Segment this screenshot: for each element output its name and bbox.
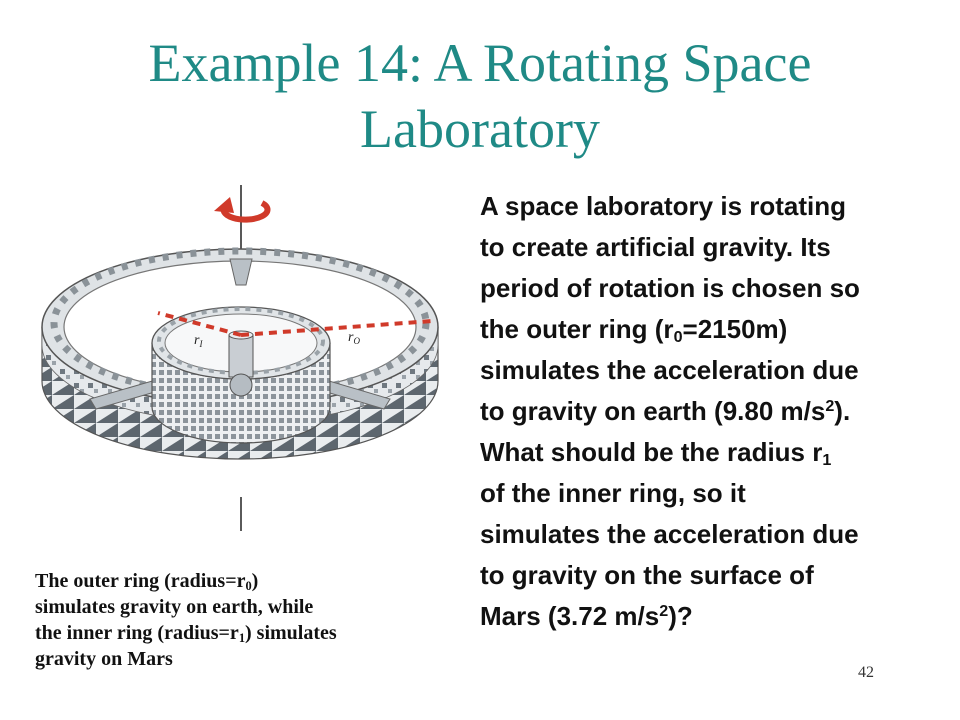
slide-title-line-1: Example 14: A Rotating Space bbox=[148, 33, 812, 93]
outer-radius-label: $r_O$ bbox=[348, 330, 360, 346]
caption-sub-1: 1 bbox=[238, 631, 246, 646]
problem-sup-mars: 2 bbox=[659, 602, 669, 621]
slide-title-line-2: Laboratory bbox=[360, 99, 600, 159]
problem-text-4: of the inner ring, so it simulates the acceleration due to gravity on the surface of Mars (3.72 m/s bbox=[480, 478, 859, 631]
caption-text-3: ) simulates gravity on Mars bbox=[35, 622, 337, 670]
figure-caption bbox=[35, 568, 455, 672]
problem-text-3: ). What should be the radius r bbox=[480, 396, 851, 467]
inner-radius-label: $r_I$ bbox=[194, 333, 203, 349]
caption-sub-0: 0 bbox=[245, 579, 252, 594]
problem-text-5: )? bbox=[668, 601, 693, 631]
problem-statement bbox=[480, 186, 940, 637]
problem-sub-1: 1 bbox=[822, 451, 832, 470]
problem-sup-earth: 2 bbox=[825, 397, 835, 416]
caption-text-2: ) simulates gravity on earth, while the inner ring (radius=r bbox=[35, 570, 314, 644]
problem-sub-0: 0 bbox=[673, 328, 683, 347]
space-station-illustration bbox=[30, 185, 450, 535]
slide-title bbox=[0, 30, 960, 162]
problem-text-1: A space laboratory is rotating to create artificial gravity. Its period of rotation is chosen so the outer ring (r bbox=[480, 191, 860, 344]
caption-text-1: The outer ring (radius=r bbox=[35, 570, 246, 592]
space-station-figure bbox=[30, 185, 450, 535]
page-number: 42 bbox=[858, 664, 874, 681]
problem-text-2: =2150m) simulates the acceleration due to gravity on earth (9.80 m/s bbox=[480, 314, 859, 426]
central-hub bbox=[229, 331, 253, 396]
